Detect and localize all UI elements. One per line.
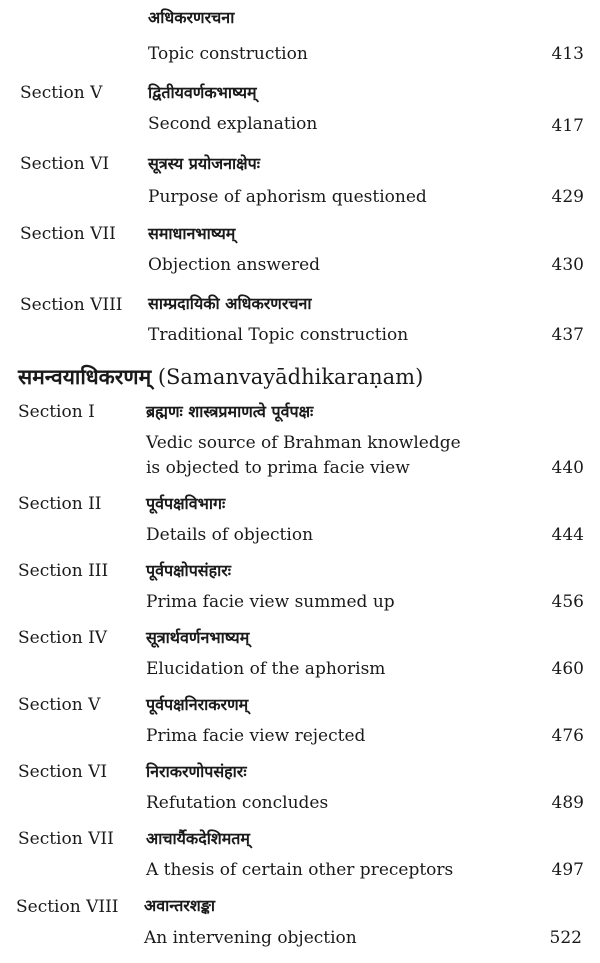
sanskrit-title: अधिकरणरचना bbox=[148, 8, 235, 27]
sanskrit-title: ब्रह्मणः शास्त्रप्रमाणत्वे पूर्वपक्षः bbox=[146, 402, 314, 421]
page-number: 417 bbox=[551, 116, 584, 136]
english-title: Refutation concludes bbox=[146, 793, 329, 813]
section-label: Section III bbox=[18, 561, 109, 581]
chapter-heading bbox=[18, 364, 423, 390]
sanskrit-title: आचार्यैकदेशिमतम् bbox=[146, 829, 251, 848]
english-title: Second explanation bbox=[148, 114, 318, 134]
sanskrit-title: सूत्रस्य प्रयोजनाक्षेपः bbox=[148, 154, 260, 173]
sanskrit-title: पूर्वपक्षोपसंहारः bbox=[146, 561, 232, 580]
sanskrit-title: द्वितीयवर्णकभाष्यम् bbox=[148, 83, 257, 102]
english-title: Prima facie view summed up bbox=[146, 592, 395, 612]
page-number: 437 bbox=[551, 325, 584, 345]
page-number: 440 bbox=[551, 458, 584, 478]
section-label: Section VIII bbox=[16, 897, 119, 917]
english-title: Topic construction bbox=[148, 44, 308, 64]
english-title: Purpose of aphorism questioned bbox=[148, 187, 427, 207]
section-label: Section I bbox=[18, 402, 95, 422]
english-title: A thesis of certain other preceptors bbox=[146, 860, 454, 880]
section-label: Section V bbox=[20, 83, 103, 103]
page-number: 489 bbox=[551, 793, 584, 813]
page-number: 413 bbox=[551, 44, 584, 64]
english-title: Vedic source of Brahman knowledge bbox=[146, 433, 461, 453]
page-number: 444 bbox=[551, 525, 584, 545]
english-title-line2: is objected to prima facie view bbox=[146, 458, 410, 478]
english-title: Traditional Topic construction bbox=[148, 325, 409, 345]
section-label: Section VI bbox=[18, 762, 108, 782]
english-title: Elucidation of the aphorism bbox=[146, 659, 386, 679]
page-number: 456 bbox=[551, 592, 584, 612]
english-title: Details of objection bbox=[146, 525, 314, 545]
section-label: Section IV bbox=[18, 628, 108, 648]
section-label: Section VI bbox=[20, 154, 110, 174]
section-label: Section VII bbox=[20, 224, 116, 244]
heading-transliteration: (Samanvayādhikaraṇam) bbox=[157, 365, 424, 389]
page-number: 430 bbox=[551, 255, 584, 275]
sanskrit-title: समाधानभाष्यम् bbox=[148, 224, 236, 243]
sanskrit-title: पूर्वपक्षविभागः bbox=[146, 494, 226, 513]
sanskrit-title: सूत्रार्थवर्णनभाष्यम् bbox=[146, 628, 250, 647]
sanskrit-title: निराकरणोपसंहारः bbox=[146, 762, 247, 781]
english-title: Prima facie view rejected bbox=[146, 726, 366, 746]
section-label: Section VIII bbox=[20, 295, 123, 315]
page-number: 497 bbox=[551, 860, 584, 880]
english-title: Objection answered bbox=[148, 255, 321, 275]
page-number: 476 bbox=[551, 726, 584, 746]
section-label: Section V bbox=[18, 695, 101, 715]
heading-sanskrit: समन्वयाधिकरणम् bbox=[18, 364, 152, 389]
english-title: An intervening objection bbox=[144, 928, 357, 948]
section-label: Section VII bbox=[18, 829, 114, 849]
section-label: Section II bbox=[18, 494, 102, 514]
page-number: 460 bbox=[551, 659, 584, 679]
sanskrit-title: साम्प्रदायिकी अधिकरणरचना bbox=[148, 294, 312, 313]
page-number: 429 bbox=[551, 187, 584, 207]
sanskrit-title: पूर्वपक्षनिराकरणम् bbox=[146, 695, 249, 714]
sanskrit-title: अवान्तरशङ्का bbox=[144, 896, 216, 915]
page-number: 522 bbox=[549, 928, 582, 948]
